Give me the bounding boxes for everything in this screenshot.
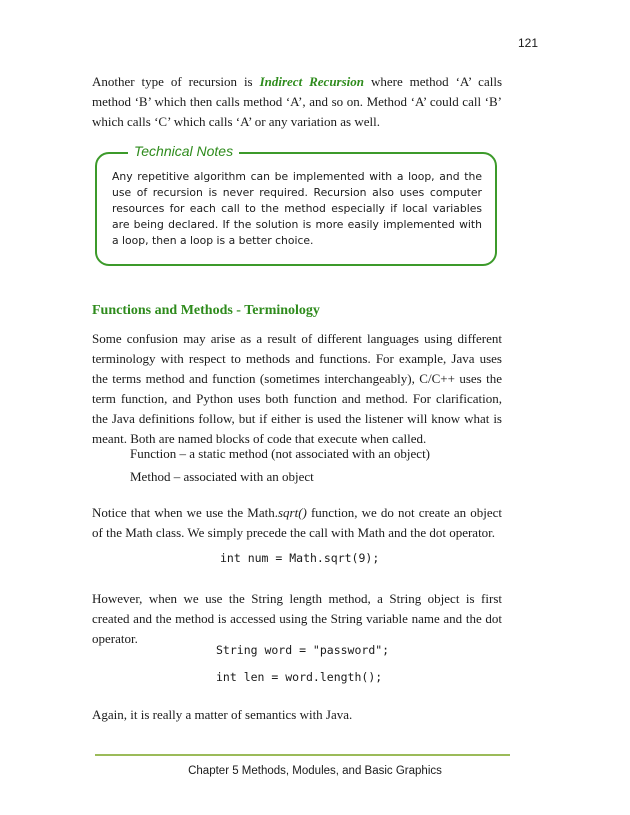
function-definition: Function – a static method (not associated with an object) — [130, 446, 431, 461]
technical-notes-title: Technical Notes — [128, 143, 239, 159]
intro-text-after: where method ‘A’ calls method ‘B’ which then calls method ‘A’, and so on. Method ‘A’ could call ‘B’ which calls ‘C’ which calls ‘A’ or any variation as well. — [92, 74, 503, 129]
code-math-sqrt: int num = Math.sqrt(9); — [220, 551, 380, 565]
page-number: 121 — [517, 36, 538, 50]
sqrt-italic: sqrt() — [277, 505, 307, 520]
indirect-recursion-term: Indirect Recursion — [259, 74, 365, 89]
math-sqrt-text-before: Notice that when we use the Math. — [92, 505, 278, 520]
section-heading: Functions and Methods - Terminology — [92, 303, 320, 318]
string-length-paragraph: However, when we use the String length method, a String object is first created and the method is accessed using the String variable name and the dot operator. — [92, 591, 502, 646]
code-string-word: String word = "password"; — [216, 643, 390, 657]
closing-paragraph: Again, it is really a matter of semantics with Java. — [92, 707, 353, 722]
math-sqrt-text-after: function, we do not create an object of the Math class. We simply precede the call with Math and the dot operator. — [92, 505, 502, 540]
footer-divider — [95, 754, 510, 756]
footer-chapter-title: Chapter 5 Methods, Modules, and Basic Graphics — [188, 765, 442, 777]
technical-notes-text: Any repetitive algorithm can be implemented with a loop, and the use of recursion is never required. Recursion also uses computer resources for each call to the method especially if local variables are being declared. If the solution is more easily implemented with a loop, then a loop is a better choice. — [112, 170, 482, 247]
intro-paragraph — [92, 72, 502, 132]
method-definition: Method – associated with an object — [130, 469, 314, 484]
intro-text-before: Another type of recursion is — [92, 74, 260, 89]
code-word-length: int len = word.length(); — [216, 670, 383, 684]
terminology-paragraph: Some confusion may arise as a result of different languages using different terminology with respect to methods and functions. For example, Java uses the terms method and function (sometimes interchangeably), C/C++ uses the term function, and Python uses both function and method. For clarification, the Java definitions follow, but if either is used the listener will know what is meant. Both are named blocks of code that execute when called. — [92, 331, 502, 446]
math-sqrt-paragraph — [92, 503, 502, 543]
